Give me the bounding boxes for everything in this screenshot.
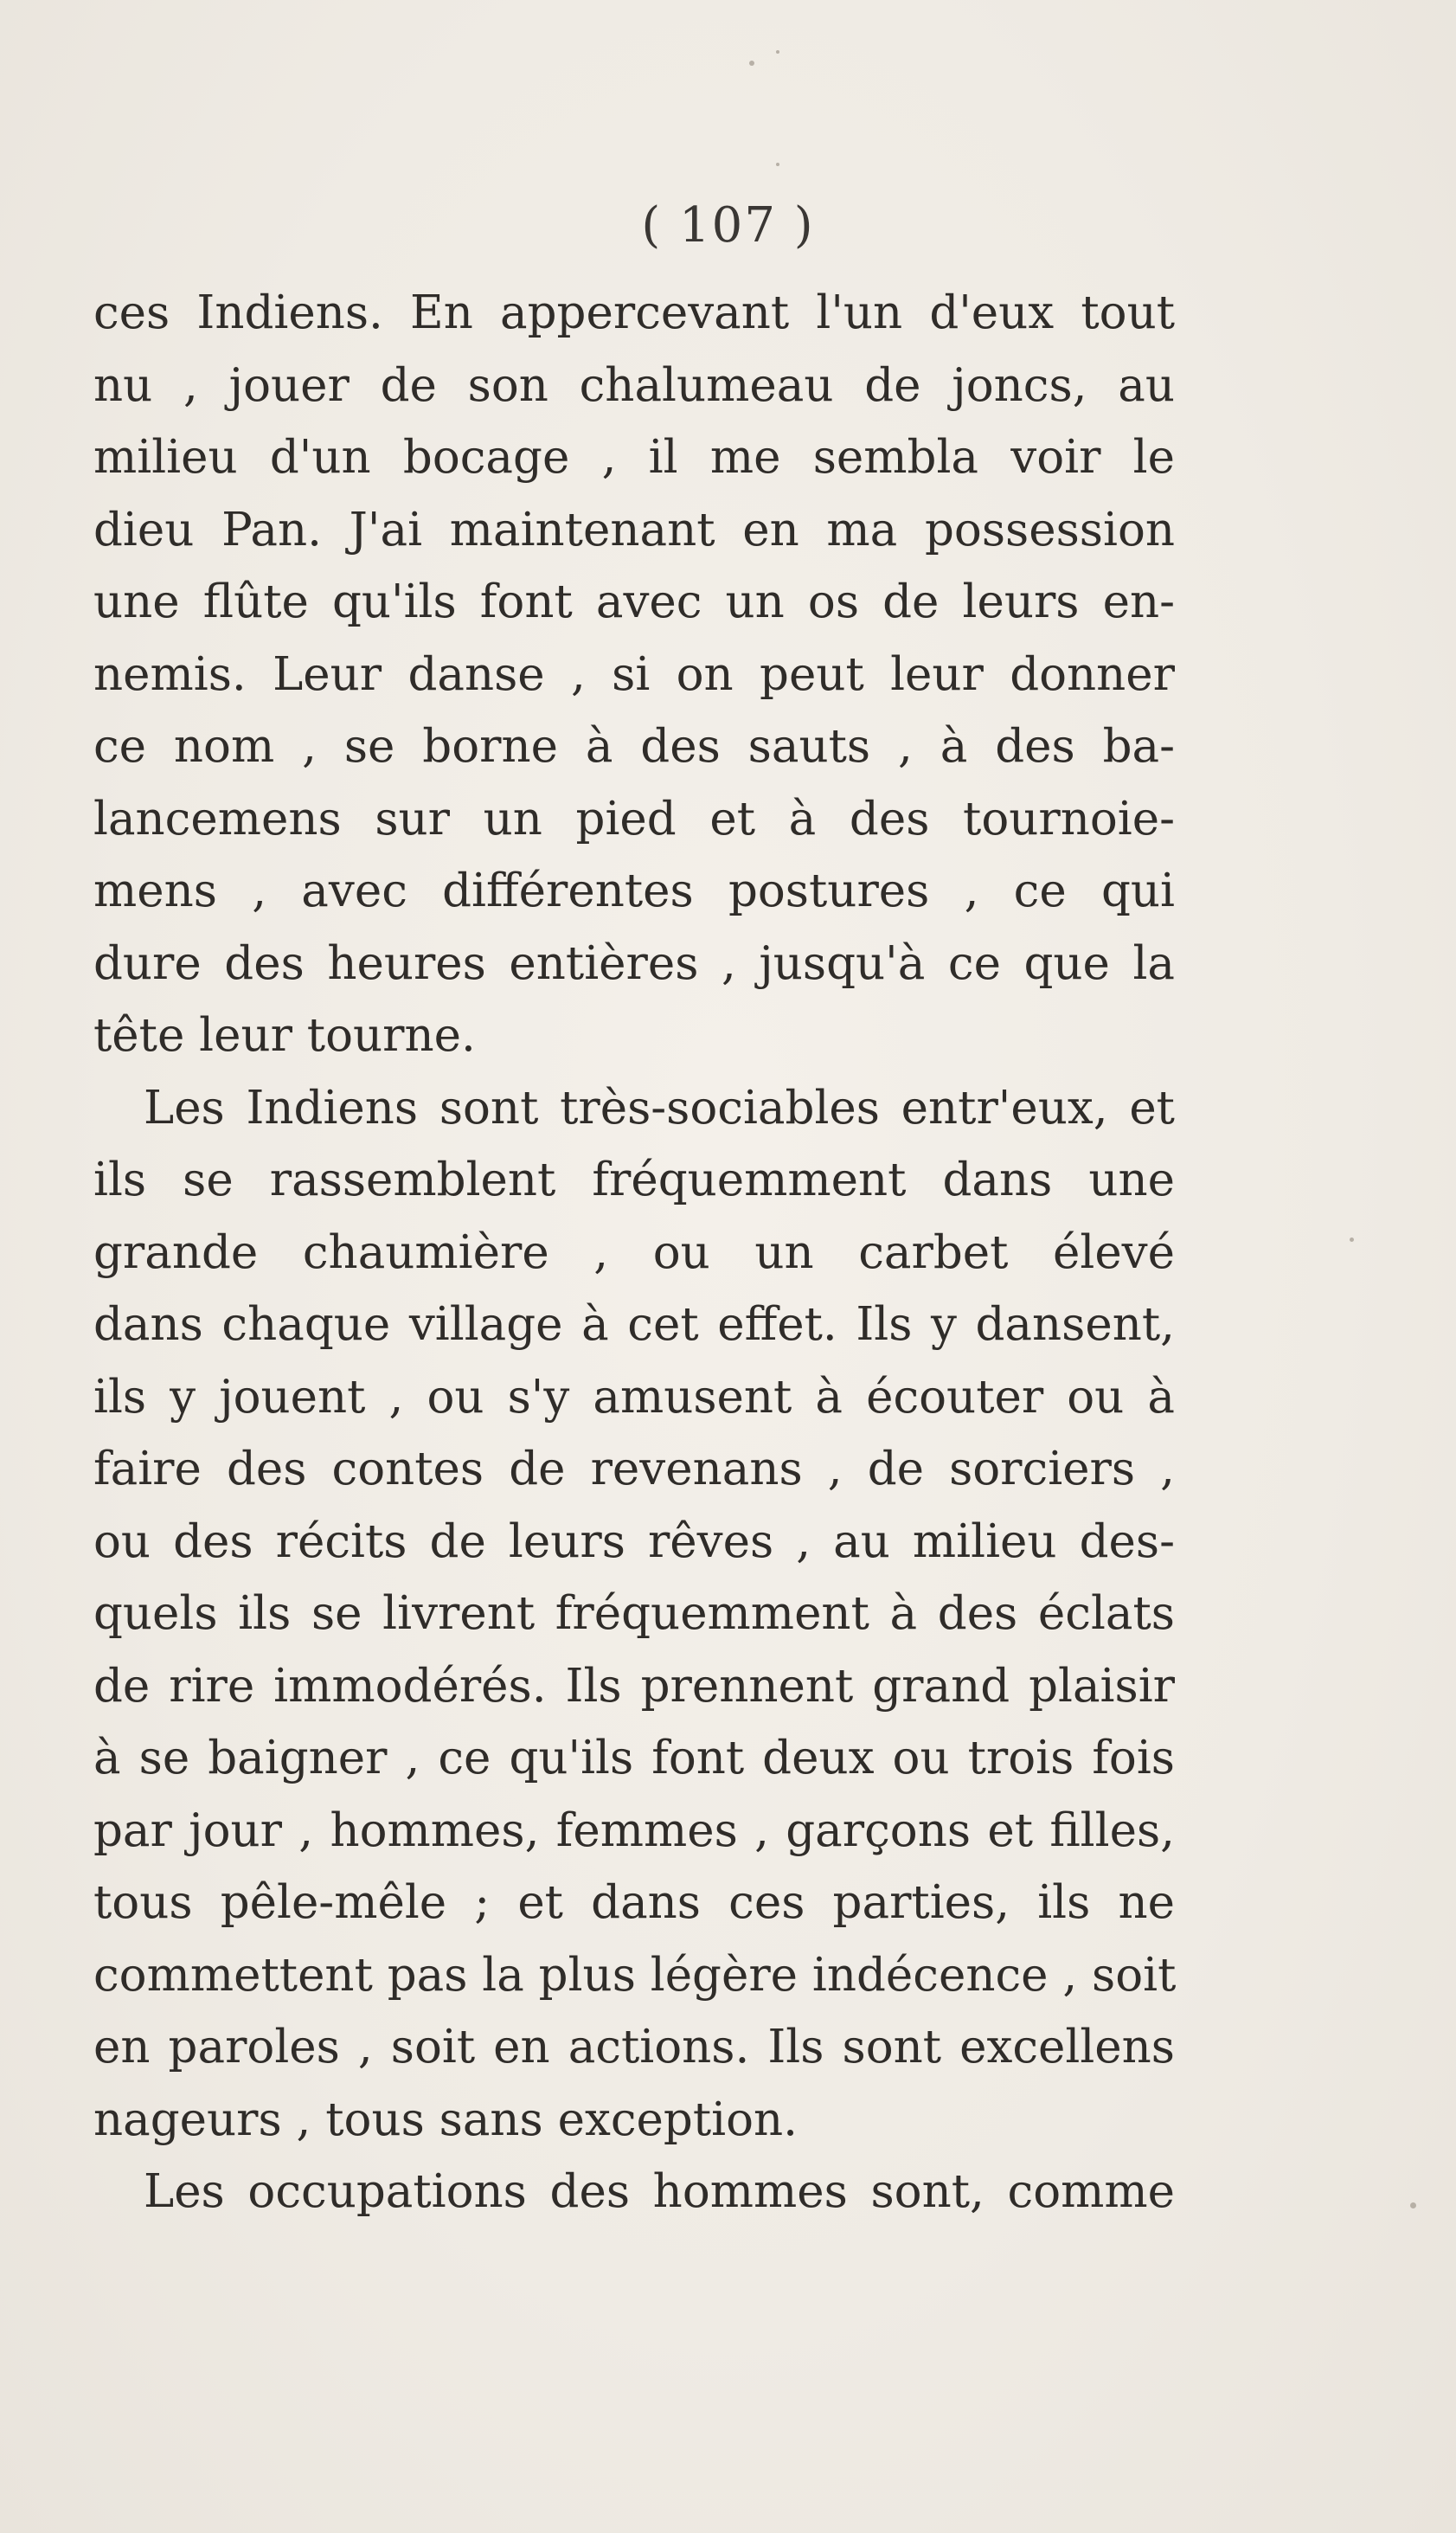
text-line: par jour , hommes, femmes , garçons et filles, [93, 1803, 1175, 1857]
text-line: de rire immodérés. Ils prennent grand plaisir [93, 1659, 1175, 1713]
paragraph-start-line: Les Indiens sont très-sociables entr'eux, et [144, 1081, 1175, 1135]
text-line: commettent pas la plus légère indécence , soit [93, 1948, 1177, 2002]
text-line: ou des récits de leurs rêves , au milieu des- [93, 1514, 1175, 1568]
paper-speck [749, 61, 754, 66]
text-line: ces Indiens. En appercevant l'un d'eux tout [93, 286, 1175, 339]
text-line: nageurs , tous sans exception. [93, 2093, 798, 2146]
paper-speck [776, 50, 779, 54]
text-line: une flûte qu'ils font avec un os de leurs en- [93, 575, 1175, 628]
paper-speck [776, 163, 779, 166]
text-line: faire des contes de revenans , de sorciers , [93, 1443, 1175, 1495]
text-line: dieu Pan. J'ai maintenant en ma possession [93, 503, 1175, 556]
body-text [93, 277, 1175, 2228]
text-line: lancemens sur un pied et à des tournoie- [93, 792, 1175, 845]
text-line: ce nom , se borne à des sauts , à des ba- [93, 720, 1175, 773]
text-line: grande chaumière , ou un carbet élevé [93, 1225, 1175, 1279]
text-line: en paroles , soit en actions. Ils sont excellens [93, 2021, 1175, 2073]
text-line: nu , jouer de son chalumeau de joncs, au [93, 358, 1175, 412]
paper-speck [1410, 2202, 1416, 2208]
text-line: nemis. Leur danse , si on peut leur donner [93, 647, 1175, 701]
text-line: tête leur tourne. [93, 1009, 476, 1062]
text-line: tous pêle-mêle ; et dans ces parties, ils ne [93, 1876, 1175, 1929]
text-line: quels ils se livrent fréquemment à des éclats [93, 1587, 1175, 1640]
text-line: ils y jouent , ou s'y amusent à écouter ou à [93, 1370, 1175, 1424]
text-line: à se baigner , ce qu'ils font deux ou trois fois [93, 1732, 1175, 1784]
text-line: ils se rassemblent fréquemment dans une [93, 1154, 1175, 1206]
paper-speck [1350, 1238, 1354, 1242]
text-line: dure des heures entières , jusqu'à ce que la [93, 936, 1175, 990]
text-line: mens , avec différentes postures , ce qui [93, 865, 1175, 917]
paragraph-start-line: Les occupations des hommes sont, comme [144, 2165, 1175, 2218]
page-number-header: ( 107 ) [641, 197, 815, 254]
text-line: dans chaque village à cet effet. Ils y dansent, [93, 1298, 1175, 1351]
text-line: milieu d'un bocage , il me sembla voir le [93, 431, 1175, 484]
